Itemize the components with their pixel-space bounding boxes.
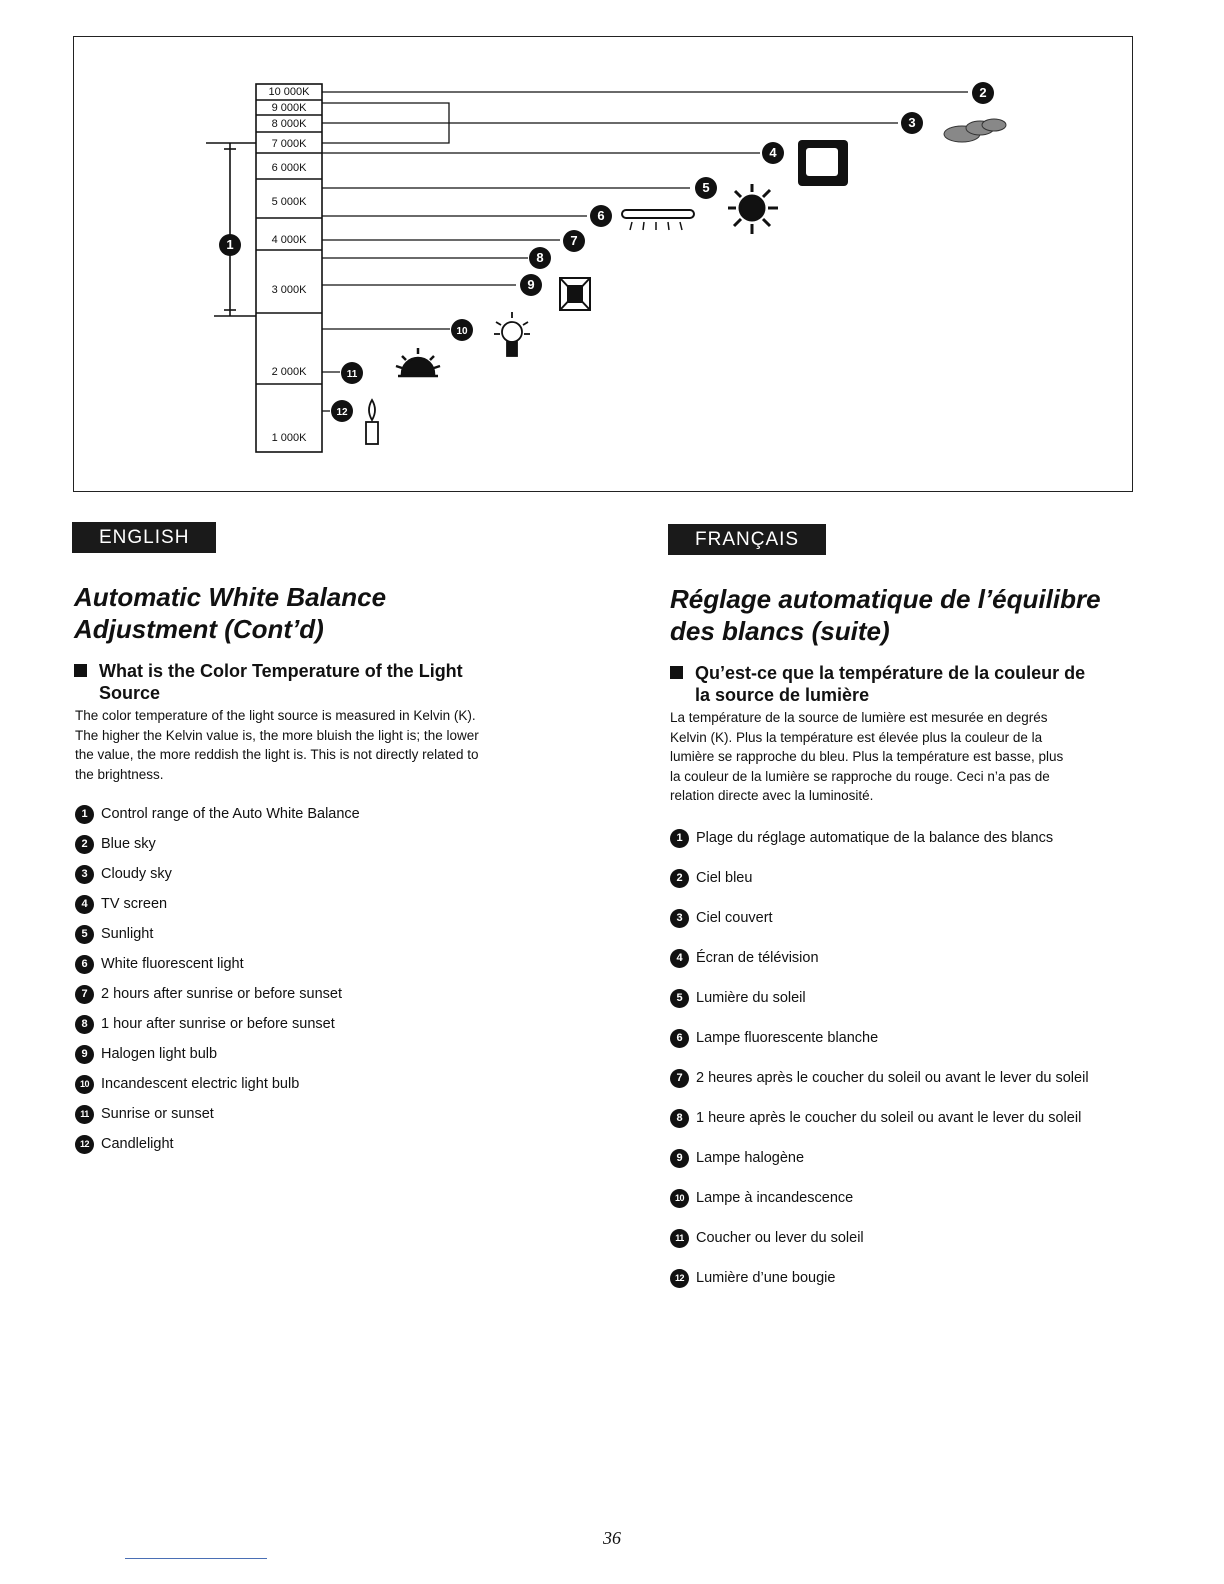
marker-7-label: 7 (570, 233, 578, 248)
french-title (670, 583, 1101, 647)
legend-item (670, 1228, 1089, 1268)
scale-label-4000: 4 000K (271, 234, 307, 246)
legend-item (75, 1014, 360, 1044)
scale-label-3000: 3 000K (271, 284, 307, 296)
marker-1-label: 1 (226, 237, 234, 252)
scale-label-8000: 8 000K (271, 118, 307, 130)
number-badge-icon: 7 (670, 1069, 689, 1088)
french-subhead (670, 662, 1085, 706)
fluorescent-tube-icon (622, 210, 694, 230)
number-badge-icon: 6 (75, 955, 94, 974)
legend-item-label: Sunrise or sunset (101, 1106, 214, 1122)
number-badge-icon: 9 (670, 1149, 689, 1168)
legend-item-label: Lampe à incandescence (696, 1190, 854, 1206)
number-badge-icon: 4 (75, 895, 94, 914)
legend-item (75, 984, 360, 1014)
number-badge-icon: 8 (670, 1109, 689, 1128)
control-range-bracket (206, 143, 256, 316)
legend-item (75, 804, 360, 834)
legend-item-label: Cloudy sky (101, 866, 172, 882)
page-number: 36 (603, 1528, 621, 1548)
legend-item (75, 894, 360, 924)
legend-item (75, 924, 360, 954)
legend-item-label: Ciel couvert (696, 910, 773, 926)
scale-label-7000: 7 000K (271, 138, 307, 150)
number-badge-icon: 8 (75, 1015, 94, 1034)
scale-label-6000: 6 000K (271, 162, 307, 174)
english-legend-list (75, 804, 360, 1164)
number-badge-icon: 5 (670, 989, 689, 1008)
sunset-icon (396, 348, 440, 376)
number-badge-icon: 3 (75, 865, 94, 884)
legend-item (75, 1134, 360, 1164)
legend-item-label: Écran de télévision (696, 950, 819, 966)
number-badge-icon: 12 (670, 1269, 689, 1288)
english-body-line: the value, the more reddish the light is. This is not directly related to (75, 747, 479, 762)
footer-rule (125, 1558, 267, 1559)
halogen-lamp-icon (560, 278, 590, 310)
legend-item (75, 1074, 360, 1104)
english-subhead (74, 660, 463, 704)
french-lang-tag: FRANÇAIS (668, 524, 826, 555)
number-badge-icon: 11 (670, 1229, 689, 1248)
number-badge-icon: 12 (75, 1135, 94, 1154)
french-legend-list (670, 828, 1089, 1308)
marker-5-label: 5 (702, 180, 710, 195)
french-title-line1: Réglage automatique de l’équilibre (670, 584, 1101, 614)
english-body-line: the brightness. (75, 766, 164, 782)
legend-item (75, 864, 360, 894)
legend-item (670, 868, 1089, 908)
number-badge-icon: 2 (670, 869, 689, 888)
french-body-line: lumière se rapproche du bleu. Plus la température est basse, plus (670, 749, 1064, 764)
legend-item-label: Blue sky (101, 836, 156, 852)
legend-item-label: Coucher ou lever du soleil (696, 1230, 864, 1246)
legend-item-label: Ciel bleu (696, 870, 753, 886)
legend-item-label: Lampe halogène (696, 1150, 805, 1166)
french-subhead-line1: Qu’est-ce que la température de la couleur de (695, 663, 1086, 683)
french-body-line: Kelvin (K). Plus la température est élevée plus la couleur de la (670, 729, 1043, 745)
legend-item (75, 1104, 360, 1134)
number-badge-icon: 10 (75, 1075, 94, 1094)
legend-item-label: Halogen light bulb (101, 1046, 218, 1062)
marker-3-label: 3 (908, 115, 916, 130)
scale-label-10000: 10 000K (268, 86, 310, 98)
legend-item-label: White fluorescent light (101, 956, 244, 972)
legend-item (670, 948, 1089, 988)
legend-item (670, 1068, 1089, 1108)
number-badge-icon: 4 (670, 949, 689, 968)
diagram-svg (0, 0, 1224, 500)
legend-item-label: Control range of the Auto White Balance (101, 806, 360, 822)
english-subhead-line2: Source (99, 683, 161, 703)
english-title (74, 581, 386, 645)
marker-11-label: 11 (346, 369, 358, 380)
number-badge-icon: 1 (75, 805, 94, 824)
legend-item-label: 2 hours after sunrise or before sunset (101, 986, 342, 1002)
english-body-line: The color temperature of the light source is measured in Kelvin (K). (75, 708, 476, 723)
marker-2-label: 2 (979, 85, 987, 100)
legend-item-label: 2 heures après le coucher du soleil ou avant le lever du soleil (696, 1070, 1089, 1086)
legend-item-label: Incandescent electric light bulb (101, 1076, 300, 1092)
legend-item (670, 1268, 1089, 1308)
marker-8-label: 8 (536, 250, 544, 265)
cloud-icon (944, 119, 1006, 142)
scale-label-2000: 2 000K (271, 366, 307, 378)
english-subhead-line1: What is the Color Temperature of the Light (99, 661, 463, 681)
legend-item (670, 1028, 1089, 1068)
french-body-line: la couleur de la lumière se rapproche du rouge. Ceci n’a pas de (670, 768, 1050, 784)
number-badge-icon: 1 (670, 829, 689, 848)
bullet-square-icon (74, 664, 87, 677)
french-body-line: La température de la source de lumière est mesurée en degrés (670, 710, 1048, 725)
marker-10-label: 10 (456, 326, 468, 337)
legend-item (670, 828, 1089, 868)
scale-label-9000: 9 000K (271, 102, 307, 114)
english-title-line1: Automatic White Balance (74, 582, 387, 612)
legend-item (670, 1108, 1089, 1148)
tv-icon (798, 140, 848, 186)
english-body-line: The higher the Kelvin value is, the more bluish the light is; the lower (75, 727, 479, 743)
legend-item (670, 1188, 1089, 1228)
legend-item-label: Plage du réglage automatique de la balance des blancs (696, 830, 1054, 846)
bullet-square-icon (670, 666, 683, 679)
marker-9-label: 9 (527, 277, 535, 292)
legend-item (75, 1044, 360, 1074)
english-body (75, 706, 479, 784)
english-title-line2: Adjustment (Cont’d) (74, 614, 324, 644)
number-badge-icon: 5 (75, 925, 94, 944)
scale-label-1000: 1 000K (271, 432, 307, 444)
number-badge-icon: 7 (75, 985, 94, 1004)
english-lang-tag: ENGLISH (72, 522, 216, 553)
number-badge-icon: 10 (670, 1189, 689, 1208)
legend-item-label: Lampe fluorescente blanche (696, 1030, 879, 1046)
legend-item-label: 1 hour after sunrise or before sunset (101, 1016, 335, 1032)
legend-item-label: Sunlight (101, 926, 154, 942)
scale-label-5000: 5 000K (271, 196, 307, 208)
legend-item-label: Lumière d’une bougie (696, 1270, 836, 1286)
french-title-line2: des blancs (suite) (670, 616, 890, 646)
marker-4-label: 4 (769, 145, 777, 160)
legend-item-label: Candlelight (101, 1136, 174, 1152)
legend-item (670, 988, 1089, 1028)
legend-item (670, 1148, 1089, 1188)
number-badge-icon: 3 (670, 909, 689, 928)
number-badge-icon: 11 (75, 1105, 94, 1124)
sun-icon (728, 184, 778, 234)
marker-6-label: 6 (597, 208, 605, 223)
number-badge-icon: 9 (75, 1045, 94, 1064)
legend-item (75, 954, 360, 984)
legend-item-label: Lumière du soleil (696, 990, 806, 1006)
legend-item-label: TV screen (101, 896, 168, 912)
number-badge-icon: 2 (75, 835, 94, 854)
french-body (670, 708, 1063, 806)
number-badge-icon: 6 (670, 1029, 689, 1048)
legend-item-label: 1 heure après le coucher du soleil ou avant le lever du soleil (696, 1110, 1082, 1126)
marker-12-label: 12 (336, 407, 348, 418)
legend-item (75, 834, 360, 864)
candle-icon (366, 400, 378, 444)
french-body-line: relation directe avec la luminosité. (670, 788, 874, 803)
legend-item (670, 908, 1089, 948)
french-subhead-line2: la source de lumière (695, 685, 870, 705)
light-bulb-icon (494, 312, 530, 356)
